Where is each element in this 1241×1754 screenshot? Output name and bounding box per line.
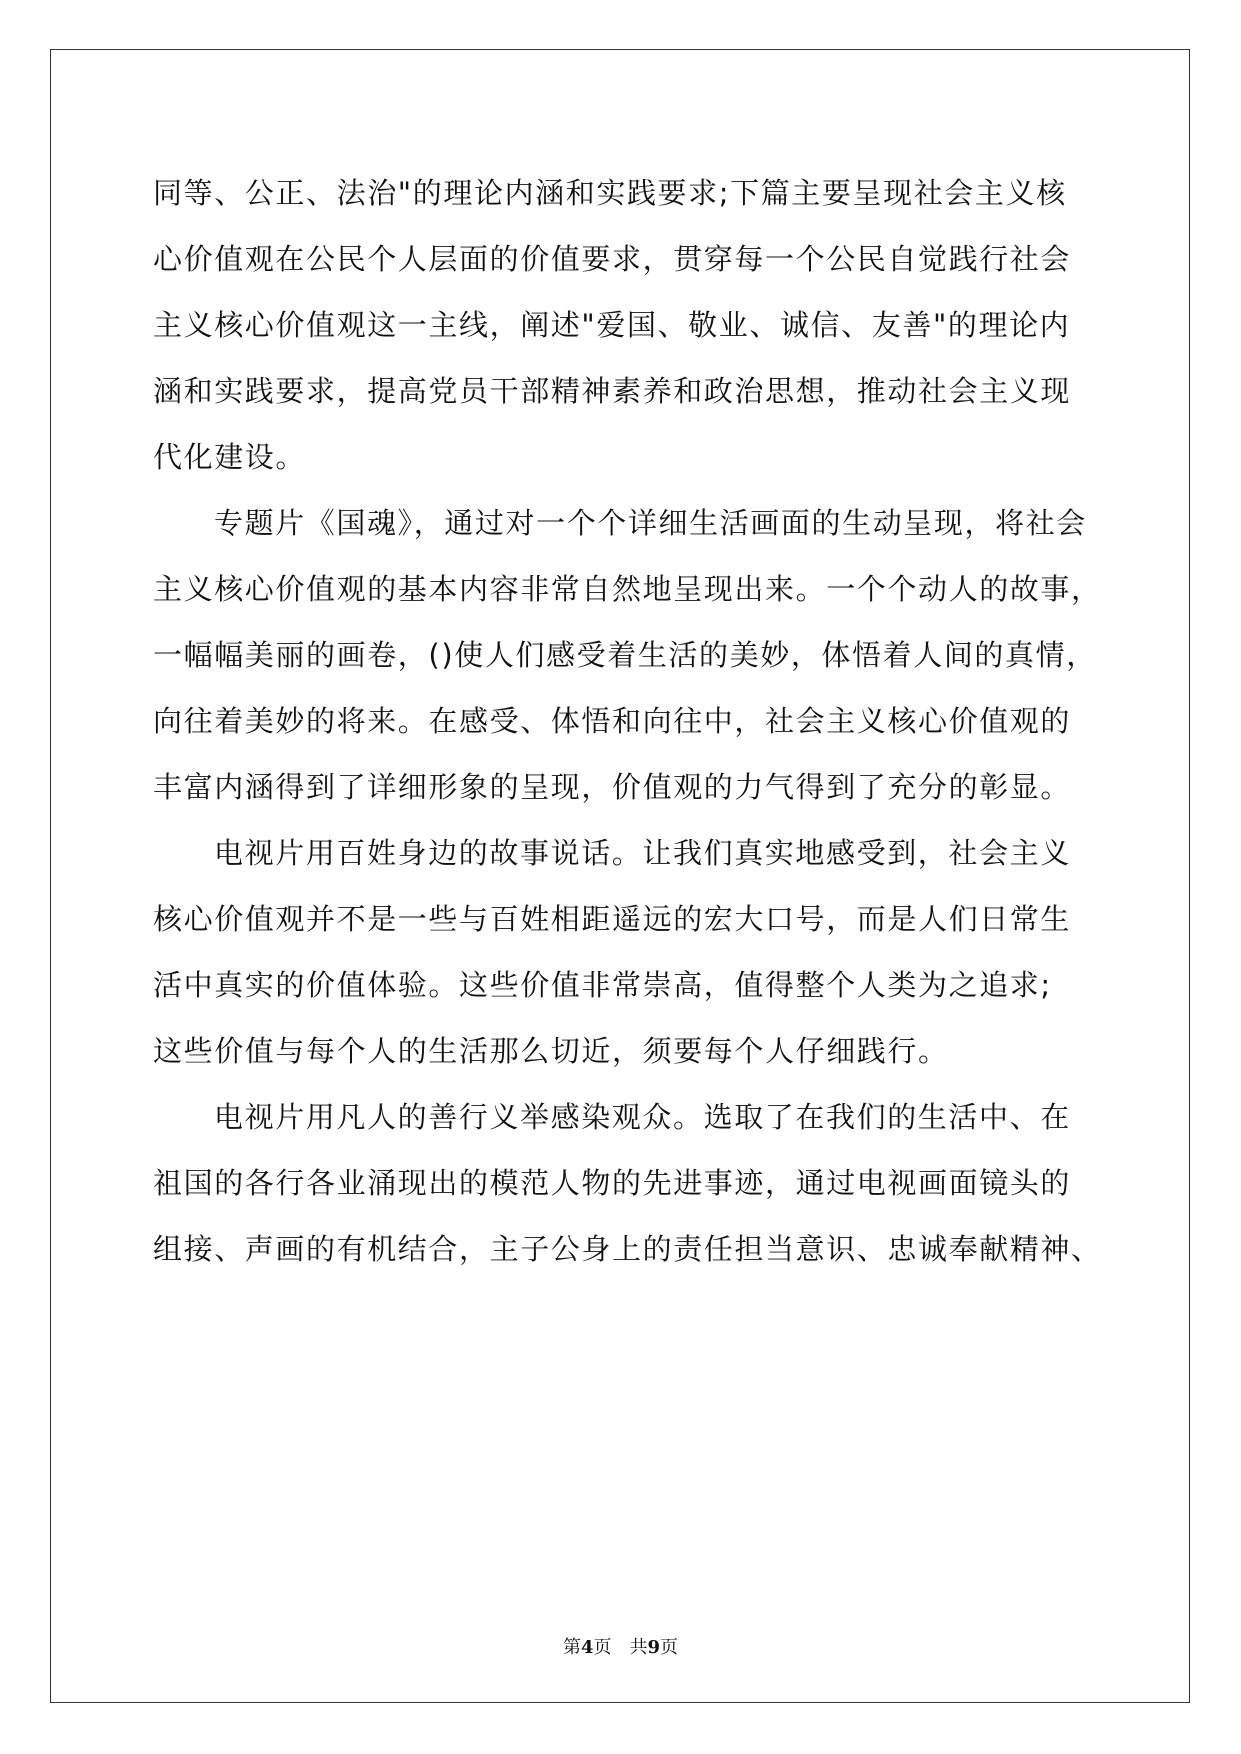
paragraph-2-line-2: 主义核心价值观的基本内容非常自然地呈现出来。一个个动人的故事， [153,572,1102,606]
paragraph-3-line-3: 活中真实的价值体验。这些价值非常崇高，值得整个人类为之追求; [153,968,1052,1002]
paragraph-2-line-5: 丰富内涵得到了详细形象的呈现，价值观的力气得到了充分的彰显。 [153,770,1072,804]
page-number-prefix: 第 [562,1637,581,1658]
paragraph-2-line-4: 向往着美妙的将来。在感受、体悟和向往中，社会主义核心价值观的 [153,704,1072,738]
page-number: 4 [580,1637,594,1658]
total-pages-suffix: 页 [660,1637,679,1658]
page-number-suffix: 页 [593,1637,612,1658]
paragraph-4-line-1: 电视片用凡人的善行义举感染观众。选取了在我们的生活中、在 [214,1100,1071,1134]
page-footer [0,1633,1241,1659]
paragraph-4-line-3: 组接、声画的有机结合，主子公身上的责任担当意识、忠诚奉献精神、 [153,1232,1102,1266]
total-pages-prefix: 共 [629,1637,648,1658]
paragraph-2-line-3: 一幅幅美丽的画卷，()使人们感受着生活的美妙，体悟着人间的真情， [153,638,1097,672]
paragraph-3-line-2: 核心价值观并不是一些与百姓相距遥远的宏大口号，而是人们日常生 [153,902,1072,936]
total-pages: 9 [647,1637,661,1658]
paragraph-3-line-1: 电视片用百姓身边的故事说话。让我们真实地感受到，社会主义 [214,836,1071,870]
paragraph-2-line-1: 专题片《国魂》，通过对一个个详细生活画面的生动呈现，将社会 [214,506,1087,540]
paragraph-1-line-2: 心价值观在公民个人层面的价值要求，贯穿每一个公民自觉践行社会 [153,242,1072,276]
paragraph-4-line-2: 祖国的各行各业涌现出的模范人物的先进事迹，通过电视画面镜头的 [153,1166,1072,1200]
paragraph-1-line-3: 主义核心价值观这一主线，阐述"爱国、敬业、诚信、友善"的理论内 [153,308,1071,342]
paragraph-1-line-1: 同等、公正、法治"的理论内涵和实践要求;下篇主要呈现社会主义核 [153,176,1067,210]
paragraph-3-line-4: 这些价值与每个人的生活那么切近，须要每个人仔细践行。 [153,1034,949,1068]
paragraph-1-line-4: 涵和实践要求，提高党员干部精神素养和政治思想，推动社会主义现 [153,374,1072,408]
document-body [153,160,1102,1282]
paragraph-1-line-5: 代化建设。 [153,440,307,474]
